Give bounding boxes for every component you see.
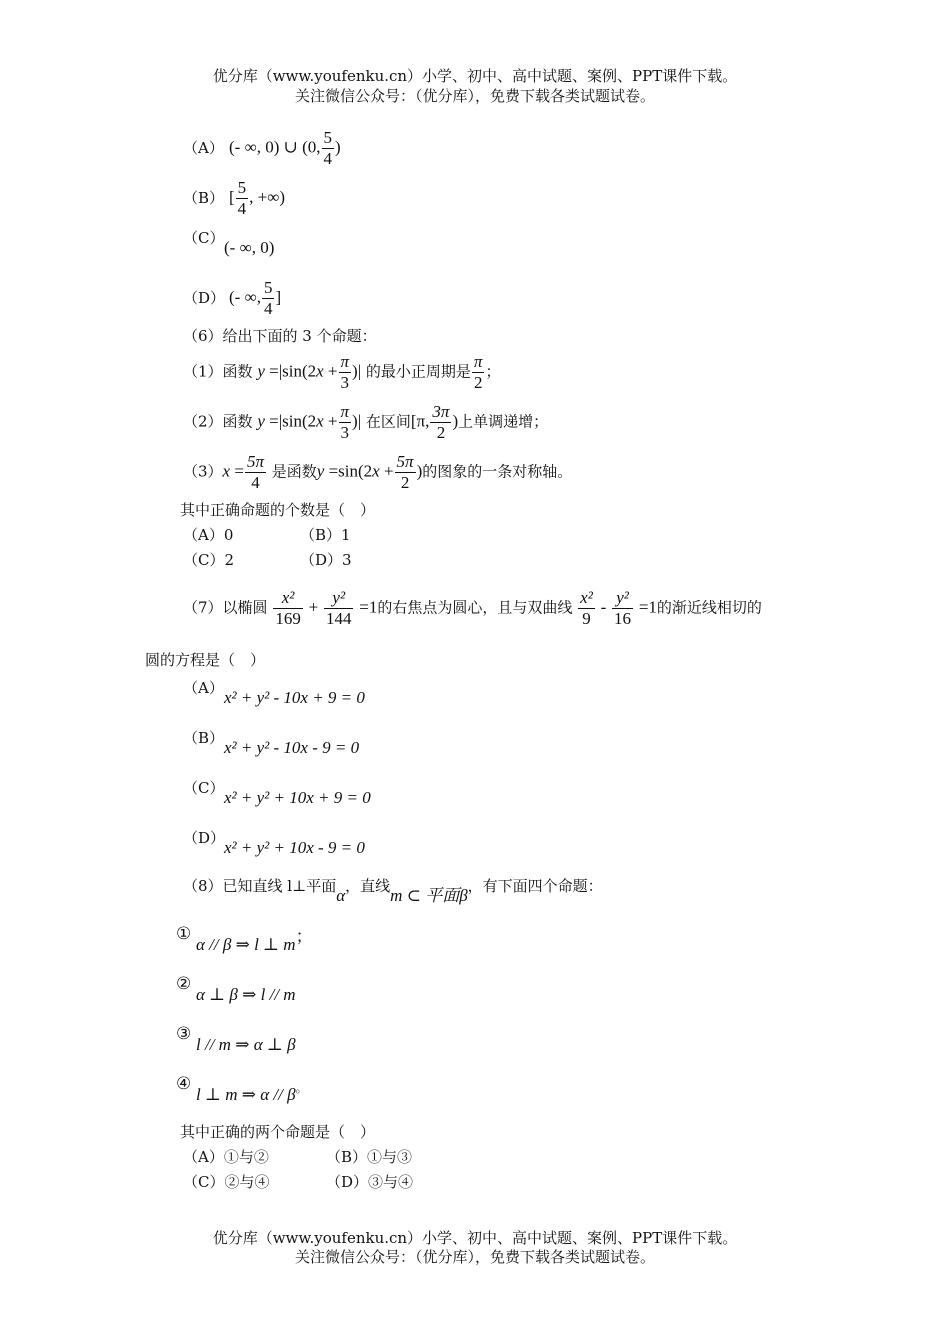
fraction: $\frac{\text{y²}}{16}$ [614, 588, 632, 628]
header-line-2: 关注微信公众号：（优分库），免费下载各类试题试卷。 [294, 87, 655, 105]
q8-mark-2: ② [176, 974, 192, 994]
fraction: $\frac{5}{4}$ [263, 278, 273, 318]
q7-stem: （7）以椭圆 $\frac{\text{x²}}{169}$ + $\frac{\text{y²}}{144}$ =1的右焦点为圆心，且与双曲线 $\frac{\text{x²}}{9}$ - $\frac{\text{y²}}{16}$ =1的渐近线相切的 [183, 588, 762, 628]
fraction: $\frac{5}{4}$ [323, 128, 333, 168]
q5-option-b [183, 178, 285, 219]
q8-option-a: （A）①与② [183, 1148, 269, 1166]
fraction: $\frac{\pi}{3}$ [340, 402, 350, 442]
q6-stem: （6）给出下面的 3 个命题： [183, 327, 377, 345]
q6-proposition-2: （2）函数 y =|sin(2x + $\frac{\pi}{3}$ )| 在区间[π, $\frac{3\pi}{2}$ )上单调递增； [183, 402, 549, 442]
fraction: $\frac{3\pi}{2}$ [432, 402, 450, 442]
header-line-1: 优分库（www.youfenku.cn）小学、初中、高中试题、案例、PPT课件下载。 [212, 67, 738, 85]
q8-option-d: （D）③与④ [326, 1173, 414, 1191]
q8-mark-3: ③ [176, 1024, 192, 1044]
q6-option-c: （C）2 [183, 551, 235, 569]
q8-proposition-4: l ⊥ m ⇒ α // β。 [196, 1081, 308, 1104]
q8-mark-4: ④ [176, 1074, 192, 1094]
q6-option-b: （B）1 [300, 526, 351, 544]
q5-option-a [183, 128, 341, 169]
q6-option-a: （A）0 [183, 526, 234, 544]
math-expr: , +∞) [249, 187, 286, 207]
math-expr: (- ∞, 0) ∪ (0, [229, 137, 321, 157]
q7-option-b-expr: x² + y² - 10x - 9 = 0 [224, 738, 360, 757]
q6-question: 其中正确命题的个数是（ ） [180, 501, 376, 519]
fraction: $\frac{5\pi}{2}$ [396, 452, 414, 492]
q8-proposition-3: l // m ⇒ α ⊥ β [196, 1035, 296, 1054]
q7-option-a-expr: x² + y² - 10x + 9 = 0 [224, 688, 365, 707]
math-expr: [ [229, 187, 235, 207]
q6-option-d: （D）3 [300, 551, 352, 569]
q7-option-c-label: （C） [183, 779, 225, 797]
q7-option-b-label: （B） [183, 729, 225, 747]
math-expr: ] [275, 287, 282, 307]
option-label: （A） [183, 138, 224, 157]
option-label: （B） [183, 188, 225, 207]
fraction: $\frac{5}{4}$ [237, 178, 247, 218]
footer-line-1: 优分库（www.youfenku.cn）小学、初中、高中试题、案例、PPT课件下载。 [212, 1229, 738, 1247]
fraction: $\frac{\text{x²}}{169}$ [275, 588, 301, 628]
q5-option-c-expr: (- ∞, 0) [224, 238, 275, 257]
math-expr: ) [335, 137, 341, 157]
fraction: $\frac{\pi}{2}$ [473, 352, 483, 392]
q8-stem: （8）已知直线 l⊥平面α，直线m ⊂ 平面β，有下面四个命题： [183, 877, 603, 905]
math-expr: (- ∞, [229, 287, 261, 307]
fraction: $\frac{\text{x²}}{9}$ [580, 588, 593, 628]
option-label: （D） [183, 288, 226, 307]
q7-option-c-expr: x² + y² + 10x + 9 = 0 [224, 788, 371, 807]
q8-option-b: （B）①与③ [326, 1148, 413, 1166]
q5-option-d [183, 278, 281, 319]
q7-option-a-label: （A） [183, 679, 224, 697]
q7-option-d-label: （D） [183, 829, 226, 847]
q8-mark-1: ① [176, 924, 192, 944]
q8-proposition-1: α // β ⇒ l ⊥ m； [196, 927, 313, 954]
fraction: $\frac{\text{y²}}{144}$ [325, 588, 352, 628]
q8-option-c: （C）②与④ [183, 1173, 270, 1191]
q8-proposition-2: α ⊥ β ⇒ l // m [196, 985, 296, 1004]
q6-proposition-3: （3）x = $\frac{5\pi}{4}$ 是函数y =sin(2x + $\frac{5\pi}{2}$ )的图象的一条对称轴。 [183, 452, 573, 492]
q7-option-d-expr: x² + y² + 10x - 9 = 0 [224, 838, 365, 857]
fraction: $\frac{\pi}{3}$ [340, 352, 350, 392]
fraction: $\frac{5\pi}{4}$ [246, 452, 264, 492]
footer-line-2: 关注微信公众号：（优分库），免费下载各类试题试卷。 [294, 1248, 655, 1266]
q7-stem-continued: 圆的方程是（ ） [145, 651, 266, 669]
q6-proposition-1: （1）函数 y =|sin(2x + $\frac{\pi}{3}$ )| 的最小正周期是 $\frac{\pi}{2}$ ； [183, 352, 501, 392]
q8-question: 其中正确的两个命题是（ ） [180, 1123, 376, 1141]
q5-option-c-label: （C） [183, 229, 225, 247]
